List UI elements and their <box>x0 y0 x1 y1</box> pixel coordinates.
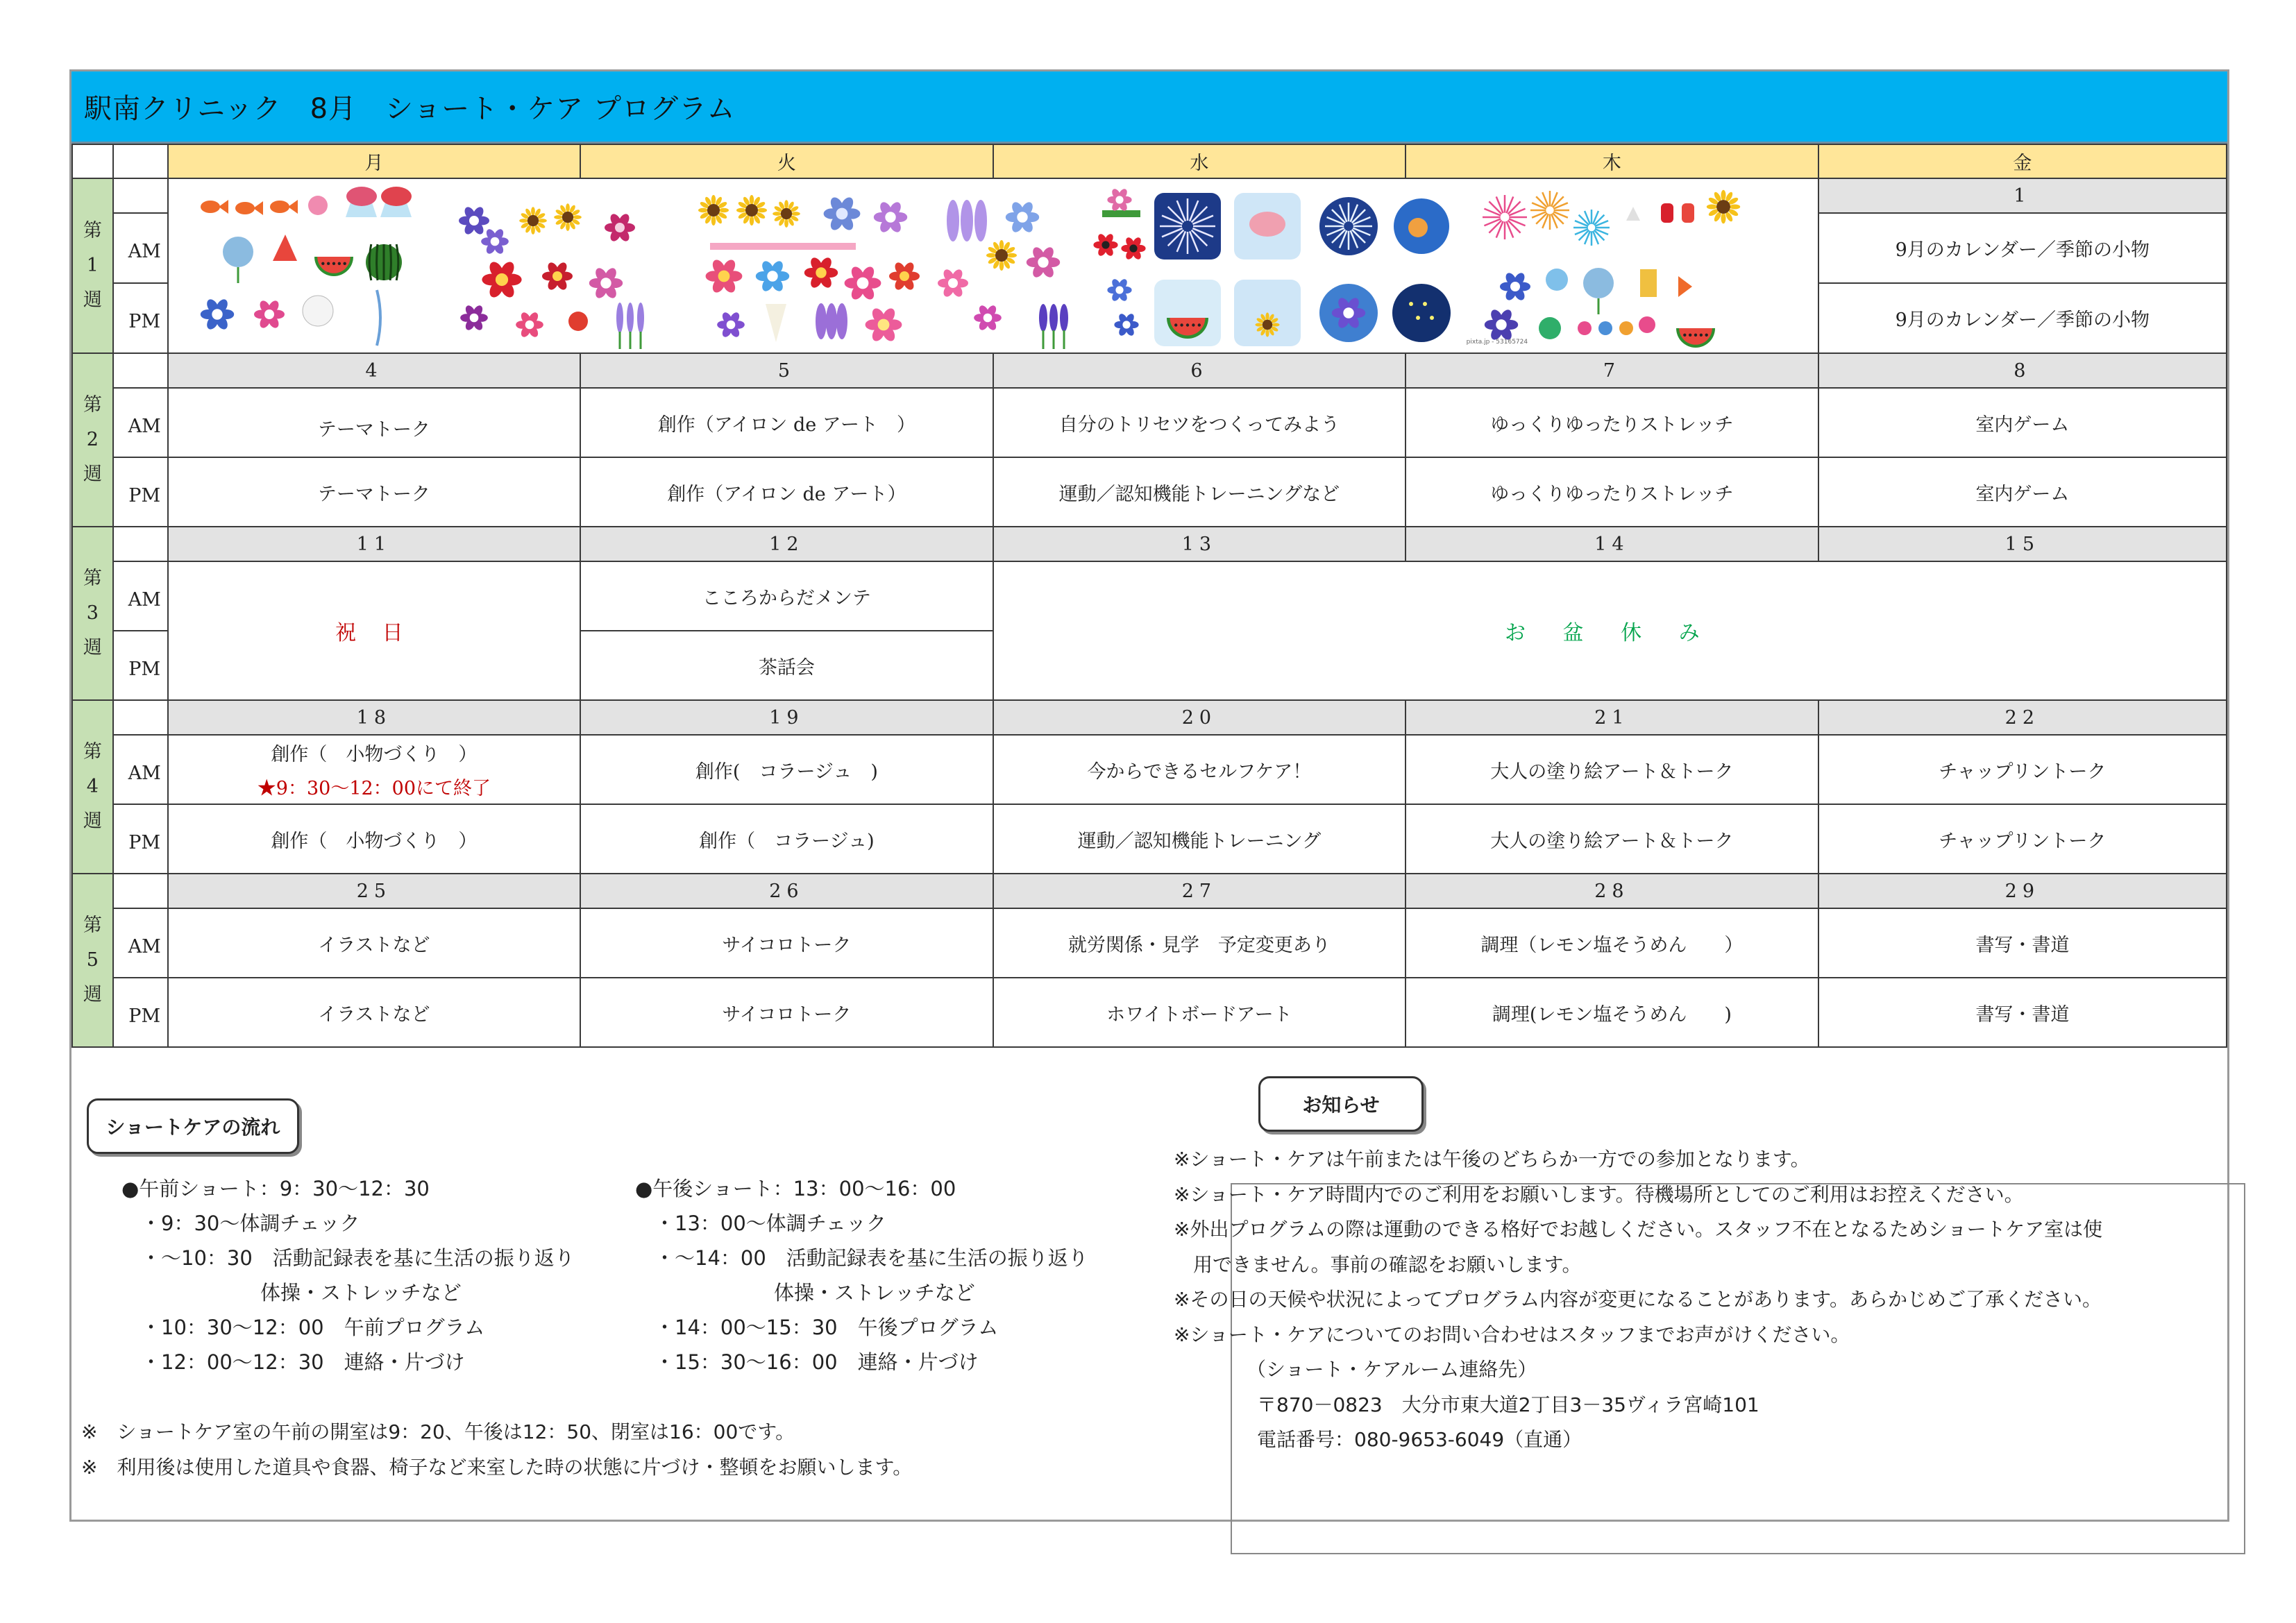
program-cell: テーマトーク <box>168 388 581 457</box>
sunflower-icon <box>1272 323 1279 326</box>
program-cell: テーマトーク <box>168 457 581 527</box>
note-line: ※ ショートケア室の午前の開室は9：20、午後は12：50、閉室は16：00です。 <box>81 1420 795 1443</box>
program-cell: ゆっくりゆったりストレッチ <box>1406 457 1818 527</box>
watermelon-icon <box>1683 334 1686 337</box>
morning-glory-icon <box>1496 319 1506 330</box>
hydrangea-icon <box>885 212 895 222</box>
date-cell: 11 <box>168 527 581 561</box>
wisteria-icon <box>826 303 837 339</box>
flower-icon <box>948 278 958 288</box>
date-cell: 1 <box>1818 178 2227 213</box>
program-cell: こころからだメンテ <box>580 561 993 631</box>
sunflower-icon <box>1729 204 1739 209</box>
watermelon-icon <box>332 262 335 265</box>
fruit-icon <box>568 312 588 331</box>
program-cell: 創作（ 小物づくり ） <box>168 804 581 874</box>
corner-cell <box>113 144 168 178</box>
drink-icon <box>1640 269 1657 297</box>
program-cell: 自分のトリセツをつくってみよう <box>993 388 1406 457</box>
flow-line: 体操・ストレッチなど <box>260 1281 462 1305</box>
program-cell: 運動／認知機能トレーニング <box>993 804 1406 874</box>
program-cell: 調理（レモン塩そうめん ） <box>1406 908 1818 978</box>
slot-blank <box>113 874 168 908</box>
watermelon-icon <box>327 262 330 265</box>
date-cell: 7 <box>1406 353 1818 388</box>
week-label-4: 第 4 週 <box>72 700 113 874</box>
sunflower-icon <box>566 203 570 212</box>
notice-line: ※その日の天候や状況によってプログラム内容が変更になることがあります。あらかじめご了承ください。 <box>1174 1288 2102 1311</box>
wisteria-icon <box>836 303 847 339</box>
flow-line: ・10：30～12：00 午前プログラム <box>141 1316 485 1339</box>
pm-label: PM <box>113 804 168 874</box>
watermelon-icon <box>376 244 377 280</box>
watermelon-icon <box>1705 334 1707 337</box>
slot-blank <box>113 527 168 561</box>
program-cell: サイコロトーク <box>580 978 993 1047</box>
flow-am-block <box>121 1171 575 1379</box>
flow-line: ・～10：30 活動記録表を基に生活の振り返り <box>141 1246 575 1270</box>
program-cell: チャップリントーク <box>1818 804 2227 874</box>
pm-label: PM <box>113 283 168 353</box>
program-cell: ホワイトボードアート <box>993 978 1406 1047</box>
schedule-table <box>71 144 2227 1048</box>
week-label-5: 第 5 週 <box>72 874 113 1047</box>
sunflower-icon <box>554 215 563 219</box>
program-cell: 大人の塗り絵アート＆トーク <box>1406 735 1818 804</box>
morning-glory-icon <box>1510 282 1520 291</box>
program-cell: 室内ゲーム <box>1818 388 2227 457</box>
sunflower-icon <box>784 200 788 209</box>
day-header-mon: 月 <box>168 144 581 178</box>
flow-pm-heading: ●午後ショート：13：00～16：00 <box>635 1177 956 1200</box>
lavender-icon <box>627 303 634 333</box>
flower-icon <box>718 271 729 282</box>
program-text: 創作（ 小物づくり ） <box>271 744 478 765</box>
candy-icon <box>308 196 328 215</box>
flower-icon <box>767 271 777 281</box>
ribbon-shape <box>710 243 856 250</box>
date-cell: 5 <box>580 353 993 388</box>
round-tile <box>1392 284 1451 342</box>
date-cell: 8 <box>1818 353 2227 388</box>
flower-icon <box>856 278 868 289</box>
flow-line: ・14：00～15：30 午後プログラム <box>655 1316 999 1339</box>
goldfish-icon <box>253 201 263 215</box>
page-title: 駅南クリニック 8月 ショート・ケア プログラム <box>84 93 736 125</box>
date-cell: 14 <box>1406 527 1818 561</box>
furin-icon <box>303 296 333 326</box>
sunflower-icon <box>999 261 1003 271</box>
flower-icon <box>726 321 735 330</box>
pm-label: PM <box>113 978 168 1047</box>
lotus-icon <box>877 319 889 331</box>
goldfish-icon <box>288 200 298 214</box>
date-cell: 4 <box>168 353 581 388</box>
sunflower-icon <box>1255 323 1263 326</box>
sunflower-icon <box>562 212 573 223</box>
slot-blank <box>113 700 168 735</box>
goldfish-icon <box>1408 218 1428 237</box>
program-cell: 9月のカレンダー／季節の小物 <box>1818 283 2227 353</box>
flow-notes <box>81 1414 912 1485</box>
am-label: AM <box>113 388 168 457</box>
poppy-icon <box>1129 244 1137 252</box>
sunflower-icon <box>1721 190 1725 201</box>
program-cell: 茶話会 <box>580 631 993 700</box>
notice-lines <box>1174 1142 2102 1458</box>
slot-blank <box>113 353 168 388</box>
sunflower-icon <box>711 195 715 205</box>
watermelon-icon <box>337 262 340 265</box>
ball-icon <box>1539 317 1561 339</box>
sunflower-icon <box>749 216 753 226</box>
flower-icon <box>469 314 478 323</box>
program-cell: 今からできるセルフケア！ <box>993 735 1406 804</box>
flow-line: ・～14：00 活動記録表を基に生活の振り返り <box>655 1246 1088 1270</box>
early-finish-note: ★9：30～12：00にて終了 <box>257 778 491 799</box>
furin-icon <box>377 290 380 346</box>
date-cell: 26 <box>580 874 993 908</box>
sunflower-icon <box>707 204 720 216</box>
wisteria-icon <box>974 200 987 241</box>
contact-phone: 電話番号：080-9653-6049（直通） <box>1257 1428 1582 1451</box>
watermelon-icon <box>343 262 346 265</box>
summer-illustrations <box>168 178 1818 353</box>
lavender-icon <box>616 303 623 333</box>
schedule-sheet <box>69 69 2229 1522</box>
am-label: AM <box>113 735 168 804</box>
watermelon-icon <box>321 262 324 265</box>
furin-icon <box>1626 207 1640 221</box>
week-label-2: 第 2 週 <box>72 353 113 527</box>
watermelon-icon <box>1689 334 1691 337</box>
doll-icon <box>1598 321 1612 335</box>
date-cell: 28 <box>1406 874 1818 908</box>
program-cell: ゆっくりゆったりストレッチ <box>1406 388 1818 457</box>
sunflower-icon <box>719 208 729 212</box>
pm-label: PM <box>113 457 168 527</box>
program-cell: チャップリントーク <box>1818 735 2227 804</box>
goldfish-icon <box>270 201 289 213</box>
morning-glory-icon <box>264 309 274 319</box>
shaved-ice-icon <box>346 187 377 206</box>
program-cell: 創作（アイロン de アート ） <box>580 388 993 457</box>
goldfish-icon <box>219 200 228 214</box>
hibiscus-icon <box>552 271 562 281</box>
flow-line: ・15：30～16：00 連絡・片づけ <box>655 1350 979 1374</box>
program-cell: 書写・書道 <box>1818 978 2227 1047</box>
wisteria-icon <box>947 200 959 241</box>
morning-glory-icon <box>1343 307 1353 318</box>
watermelon-icon <box>1699 334 1702 337</box>
note-line: ※ 利用後は使用した道具や食器、椅子など来室した時の状態に片づけ・整頓をお願いします。 <box>81 1456 913 1479</box>
wisteria-icon <box>816 303 827 339</box>
sunflower-icon <box>1265 329 1269 337</box>
program-cell: 書写・書道 <box>1818 908 2227 978</box>
contact-address: 〒870－0823 大分市東大道2丁目3－35ヴィラ宮崎101 <box>1257 1393 1759 1416</box>
program-cell: 就労関係・見学 予定変更あり <box>993 908 1406 978</box>
notice-line: ※ショート・ケアは午前または午後のどちらか一方での参加となります。 <box>1174 1148 1810 1171</box>
water-balloon-icon <box>1546 269 1568 291</box>
ball-icon <box>1639 316 1655 333</box>
sunflower-icon <box>566 222 570 231</box>
program-cell: サイコロトーク <box>580 908 993 978</box>
doll-icon <box>1619 321 1633 335</box>
lavender-icon <box>637 303 644 333</box>
hydrangea-icon <box>1017 212 1027 222</box>
sunflower-icon <box>757 208 767 212</box>
title-bar <box>71 71 2227 144</box>
firefly-icon <box>1409 302 1413 306</box>
flow-badge: ショートケアの流れ <box>87 1098 299 1154</box>
sunflower-icon <box>781 208 792 219</box>
am-label: AM <box>113 908 168 978</box>
morning-glory-icon <box>490 237 499 246</box>
sunflower-icon <box>1721 213 1725 223</box>
sunflower-icon <box>531 207 535 216</box>
firefly-icon <box>1416 316 1420 320</box>
sunflower-icon <box>538 219 547 223</box>
flow-line: ・12：00～12：30 連絡・片づけ <box>141 1350 465 1374</box>
goldfish-icon <box>1678 276 1692 297</box>
flower-icon <box>1038 257 1048 267</box>
fan-icon <box>223 237 253 267</box>
doll-icon <box>1578 321 1592 335</box>
date-cell: 25 <box>168 874 581 908</box>
lantern-icon <box>1661 203 1673 223</box>
day-header-tue: 火 <box>580 144 993 178</box>
am-label: AM <box>113 213 168 283</box>
sunflower-icon <box>1716 200 1730 214</box>
week-label-1: 第 1 週 <box>72 178 113 353</box>
flower-icon <box>900 271 909 281</box>
date-cell: 19 <box>580 700 993 735</box>
iris-icon <box>1060 304 1068 332</box>
lantern-icon <box>1682 203 1694 223</box>
watermelon-icon <box>273 235 297 261</box>
goldfish-icon <box>235 202 255 214</box>
poppy-icon <box>1101 241 1109 248</box>
date-cell: 18 <box>168 700 581 735</box>
shaved-ice-icon <box>381 187 412 206</box>
program-cell: 室内ゲーム <box>1818 457 2227 527</box>
holiday-text: 祝 日 <box>335 621 413 645</box>
morning-glory-icon <box>469 216 479 226</box>
morning-glory-icon <box>212 309 222 319</box>
sunflower-icon <box>573 215 582 219</box>
sunflower-icon <box>698 208 708 212</box>
notice-line: ※ショート・ケアについてのお問い合わせはスタッフまでお声がけください。 <box>1174 1323 1850 1346</box>
date-cell: 20 <box>993 700 1406 735</box>
program-cell: 運動／認知機能トレーニングなど <box>993 457 1406 527</box>
date-cell: 22 <box>1818 700 2227 735</box>
date-cell: 27 <box>993 874 1406 908</box>
flower-icon <box>525 321 534 330</box>
day-header-wed: 水 <box>993 144 1406 178</box>
corner-cell <box>72 144 113 178</box>
watermelon-icon <box>1192 323 1195 326</box>
sunflower-icon <box>999 240 1003 250</box>
watermelon-icon <box>1694 334 1696 337</box>
sunflower-icon <box>749 195 753 205</box>
hibiscus-icon <box>816 267 826 278</box>
day-header-thu: 木 <box>1406 144 1818 178</box>
am-label: AM <box>113 561 168 631</box>
notice-badge: お知らせ <box>1258 1076 1424 1132</box>
program-cell: 大人の塗り絵アート＆トーク <box>1406 804 1818 874</box>
flow-am-heading: ●午前ショート：9：30～12：30 <box>121 1177 430 1200</box>
flow-line: ・9：30～体調チェック <box>141 1212 360 1235</box>
watermelon-icon <box>1180 323 1183 326</box>
sunflower-icon <box>791 212 800 216</box>
program-cell: 調理(レモン塩そうめん ) <box>1406 978 1818 1047</box>
sunflower-icon <box>773 212 782 216</box>
lily-icon <box>766 304 786 342</box>
sunflower-icon <box>995 249 1008 262</box>
sunflower-icon <box>527 215 539 226</box>
flower-icon <box>615 223 625 232</box>
firefly-icon <box>1423 302 1427 306</box>
program-cell: イラストなど <box>168 908 581 978</box>
watermelon-icon <box>1185 323 1188 326</box>
shaved-ice-icon <box>1249 212 1285 237</box>
date-cell: 21 <box>1406 700 1818 735</box>
watermelon-icon <box>1174 323 1177 326</box>
hydrangea-icon <box>836 208 847 220</box>
morning-glory-icon <box>1122 321 1130 328</box>
sunflower-icon <box>531 226 535 235</box>
program-cell: 創作（ コラージュ) <box>580 804 993 874</box>
notice-line: ※外出プログラムの際は運動のできる格好でお越しください。スタッフ不在となるためショートケア室は使 <box>1174 1218 2103 1241</box>
obon-cell <box>993 561 2227 700</box>
iris-icon <box>1039 304 1047 332</box>
illustration-caption: pixta.jp - 53165724 <box>1466 339 1528 346</box>
hibiscus-icon <box>496 273 508 286</box>
flow-line: 体操・ストレッチなど <box>774 1281 975 1305</box>
flow-pm-block <box>635 1171 1088 1379</box>
date-cell: 6 <box>993 353 1406 388</box>
pm-label: PM <box>113 631 168 700</box>
sunflower-icon <box>736 208 746 212</box>
date-cell: 15 <box>1818 527 2227 561</box>
watermelon-icon <box>390 244 391 280</box>
leaf-shape <box>1102 210 1140 217</box>
program-cell <box>168 735 581 804</box>
flow-line: ・13：00～体調チェック <box>655 1212 886 1235</box>
program-cell: 9月のカレンダー／季節の小物 <box>1818 213 2227 283</box>
sunflower-icon <box>1706 204 1716 209</box>
sunflower-icon <box>519 219 528 223</box>
lotus-icon <box>1115 196 1123 203</box>
flower-icon <box>983 314 992 323</box>
wisteria-icon <box>961 200 973 241</box>
sunflower-icon <box>711 216 715 226</box>
contact-heading: （ショート・ケアルーム連絡先） <box>1247 1358 1537 1381</box>
slot-blank <box>113 178 168 213</box>
notice-line: 用できません。事前の確認をお願いします。 <box>1193 1252 1582 1276</box>
iris-icon <box>1049 304 1058 332</box>
week-label-3: 第 3 週 <box>72 527 113 700</box>
program-cell: 創作( コラージュ ) <box>580 735 993 804</box>
sunflower-icon <box>1007 253 1017 257</box>
morning-glory-icon <box>1115 286 1123 294</box>
watermelon-icon <box>1197 323 1200 326</box>
day-header-fri: 金 <box>1818 144 2227 178</box>
sunflower-icon <box>1262 320 1272 330</box>
program-cell: イラストなど <box>168 978 581 1047</box>
goldfish-icon <box>201 201 220 213</box>
sunflower-icon <box>986 253 996 257</box>
program-cell: 創作（アイロン de アート） <box>580 457 993 527</box>
date-cell: 29 <box>1818 874 2227 908</box>
sunflower-icon <box>745 204 758 216</box>
sunflower-icon <box>784 219 788 228</box>
obon-text: お 盆 休 み <box>1505 621 1715 645</box>
notice-line: ※ショート・ケア時間内でのご利用をお願いします。待機場所としてのご利用はお控えください。 <box>1174 1182 2024 1206</box>
fan-icon <box>1583 268 1614 298</box>
sunflower-icon <box>1265 312 1269 320</box>
hydrangea-icon <box>600 278 611 288</box>
firefly-icon <box>1430 316 1434 320</box>
date-cell: 12 <box>580 527 993 561</box>
holiday-cell <box>168 561 581 700</box>
illustration-canvas <box>169 179 1818 352</box>
date-cell: 13 <box>993 527 1406 561</box>
